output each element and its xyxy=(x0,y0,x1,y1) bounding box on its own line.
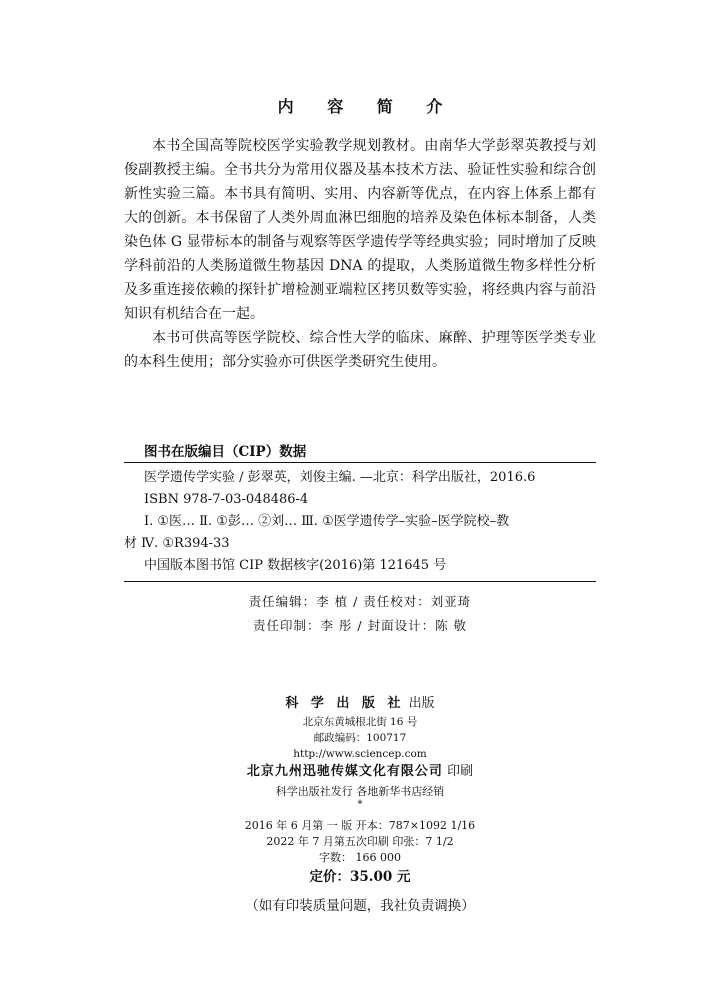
cip-heading: 图书在版编目（CIP）数据 xyxy=(144,444,307,460)
printer-name: 北京九州迅驰传媒文化有限公司 xyxy=(246,764,443,779)
publisher-website: http://www.sciencep.com xyxy=(293,748,427,760)
cip-line-isbn: ISBN 978-7-03-048486-4 xyxy=(144,492,309,507)
intro-paragraph: 本书可供高等医学院校、综合性大学的临床、麻醉、护理等医学类专业的本科生使用；部分实验亦可供医学类研究生使用。 xyxy=(124,330,596,370)
edition-line: 2016 年 6 月第 一 版 开本：787×1092 1/16 xyxy=(244,819,476,832)
quality-notice: （如有印装质量问题，我社负责调换） xyxy=(245,898,475,914)
intro-section xyxy=(124,134,596,374)
separator-star: * xyxy=(357,799,363,810)
cip-data-box xyxy=(124,462,596,582)
publisher-postcode: 邮政编码：100717 xyxy=(313,732,407,744)
publisher-name: 科 学 出 版 社 xyxy=(285,696,405,711)
cip-line-record: 中国版本图书馆 CIP 数据核字(2016)第 121645 号 xyxy=(144,558,447,573)
cip-line-classification-cont: 材 Ⅳ. ①R394-33 xyxy=(124,536,230,551)
credits-print-line: 责任印制：李 彤 / 封面设计：陈 敬 xyxy=(252,618,468,633)
publisher-suffix: 出版 xyxy=(408,696,435,711)
wordcount-line: 字数： 166 000 xyxy=(319,851,401,864)
credits-section xyxy=(0,590,720,638)
publisher-address: 北京东黄城根北街 16 号 xyxy=(302,716,418,728)
cip-line-classification: Ⅰ. ①医… Ⅱ. ①彭… ②刘… Ⅲ. ①医学遗传学–实验–医学院校–教 xyxy=(144,514,510,529)
intro-paragraph: 本书全国高等院校医学实验教学规划教材。由南华大学彭翠英教授与刘俊副教授主编。全书共分为常用仪器及基本技术方法、验证性实验和综合创新性实验三篇。本书具有简明、实用、内容新等优点，在内容上体系上都有大的创新。本书保留了人类外周血淋巴细胞的培养及染色体标本制备，人类染色体 G 显带标本的制备与观察等医学遗传学等经典实验；同时增加了反映学科前沿的人类肠道微生物基因 DNA 的提取，人类肠道微生物多样性分析及多重连接依赖的探针扩增检测亚端粒区拷贝数等实验，将经典内容与前沿知识有机结合在一起。 xyxy=(124,138,596,322)
credits-editor-line: 责任编辑：李 植 / 责任校对：刘亚琦 xyxy=(248,594,472,609)
cip-line-title: 医学遗传学实验 / 彭翠英，刘俊主编. —北京：科学出版社，2016.6 xyxy=(144,470,536,485)
publisher-line xyxy=(0,694,720,714)
price-line: 定价：35.00 元 xyxy=(309,869,411,885)
imprint-section xyxy=(0,694,720,918)
printer-suffix: 印刷 xyxy=(447,764,474,779)
printing-line: 2022 年 7 月第五次印刷 印张：7 1/2 xyxy=(266,835,454,848)
page-title: 内 容 简 介 xyxy=(277,97,457,116)
distribution-line: 科学出版社发行 各地新华书店经销 xyxy=(275,785,445,798)
printer-line xyxy=(0,762,720,782)
